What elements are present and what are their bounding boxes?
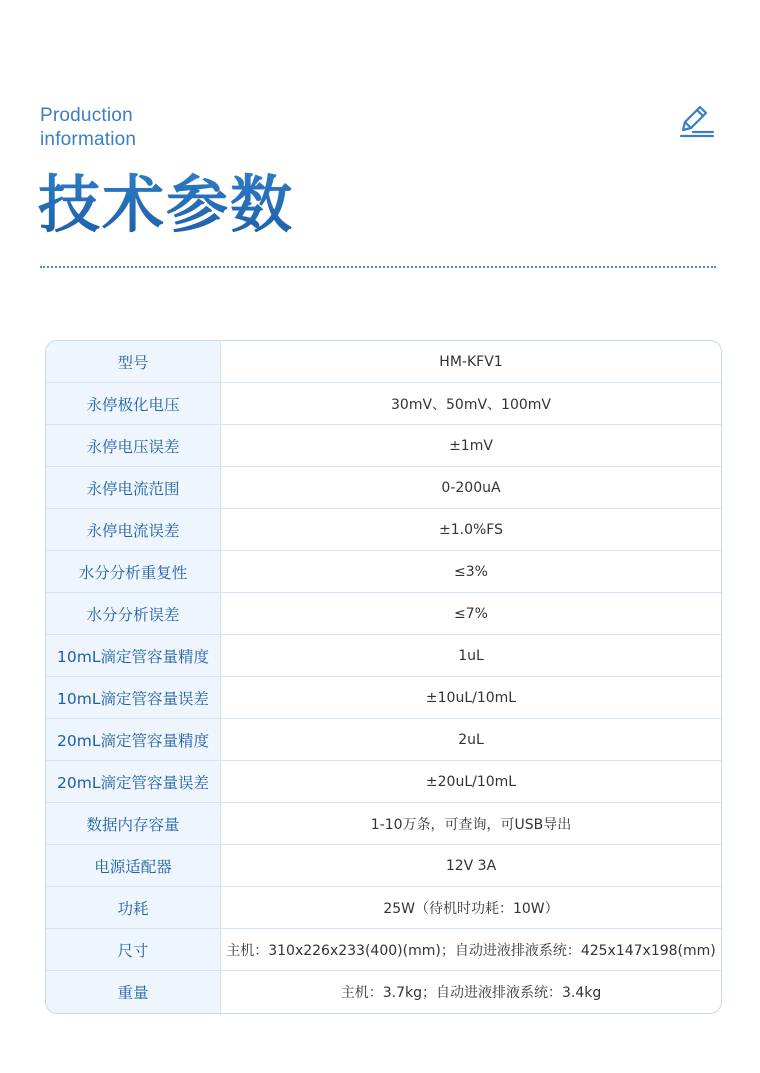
spec-row	[46, 341, 721, 383]
spec-label: 尺寸	[46, 929, 221, 970]
english-heading-line-1: Production	[40, 105, 133, 126]
dotted-divider	[40, 266, 716, 268]
spec-row	[46, 593, 721, 635]
spec-value: ≤3%	[454, 563, 488, 580]
spec-label: 永停电压误差	[46, 425, 221, 466]
spec-value: ±10uL/10mL	[425, 689, 517, 706]
spec-row	[46, 551, 721, 593]
page-title: 技术参数	[38, 168, 295, 241]
spec-label: 永停电流误差	[46, 509, 221, 550]
spec-row	[46, 719, 721, 761]
spec-value: 25W（待机时功耗：10W）	[383, 900, 559, 917]
spec-label: 重量	[46, 971, 221, 1013]
spec-value: 0-200uA	[441, 479, 501, 496]
spec-label: 数据内存容量	[46, 803, 221, 844]
spec-value: 主机：310x226x233(400)(mm)；自动进液排液系统：425x147x198(mm)	[226, 942, 716, 959]
spec-value: 30mV、50mV、100mV	[391, 396, 551, 413]
spec-value: HM-KFV1	[439, 353, 503, 370]
spec-row	[46, 383, 721, 425]
spec-label: 20mL滴定管容量误差	[46, 761, 221, 802]
spec-value: 2uL	[458, 731, 484, 748]
spec-row	[46, 845, 721, 887]
english-heading	[40, 104, 136, 152]
spec-label: 10mL滴定管容量误差	[46, 677, 221, 718]
spec-label: 永停电流范围	[46, 467, 221, 508]
spec-table	[45, 340, 722, 1014]
spec-label: 10mL滴定管容量精度	[46, 635, 221, 676]
spec-row	[46, 509, 721, 551]
spec-value: 12V 3A	[445, 857, 497, 874]
spec-row	[46, 425, 721, 467]
spec-value: 主机：3.7kg；自动进液排液系统：3.4kg	[340, 985, 602, 1001]
spec-value: ±20uL/10mL	[425, 773, 517, 790]
spec-label: 永停极化电压	[46, 383, 221, 424]
spec-row	[46, 971, 721, 1013]
spec-label: 功耗	[46, 887, 221, 928]
spec-label: 电源适配器	[46, 845, 221, 886]
spec-label: 水分分析误差	[46, 593, 221, 634]
spec-row	[46, 887, 721, 929]
spec-row	[46, 761, 721, 803]
spec-label: 20mL滴定管容量精度	[46, 719, 221, 760]
pencil-icon	[678, 102, 716, 140]
spec-label: 水分分析重复性	[46, 551, 221, 592]
spec-row	[46, 677, 721, 719]
spec-value: ±1mV	[449, 437, 493, 454]
spec-label: 型号	[46, 341, 221, 382]
english-heading-line-2: information	[40, 129, 137, 150]
spec-value: ±1.0%FS	[439, 521, 503, 538]
spec-row	[46, 929, 721, 971]
spec-row	[46, 467, 721, 509]
spec-row	[46, 635, 721, 677]
spec-value: 1-10万条，可查询，可USB导出	[370, 816, 572, 833]
spec-value: ≤7%	[454, 605, 488, 622]
spec-row	[46, 803, 721, 845]
spec-value: 1uL	[458, 647, 484, 664]
